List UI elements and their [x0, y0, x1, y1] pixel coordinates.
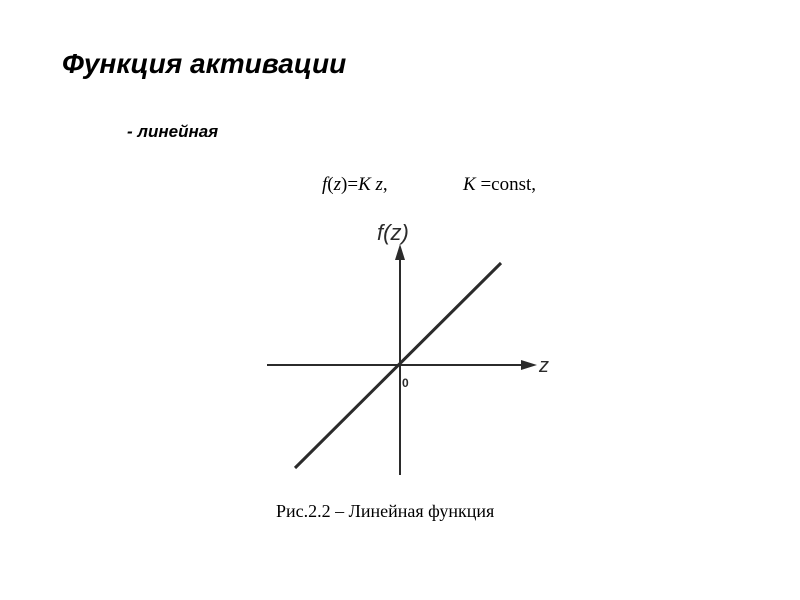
formula-const: K =const, — [463, 174, 537, 195]
x-axis-arrowhead — [521, 360, 537, 370]
y-axis-arrowhead — [395, 244, 405, 260]
y-axis-label: f(z) — [377, 220, 409, 245]
figure-caption: Рис.2.2 – Линейная функция — [276, 501, 495, 521]
slide-title: Функция активации — [62, 48, 347, 79]
origin-label: 0 — [402, 376, 409, 390]
x-axis-label: z — [539, 355, 549, 377]
formula-main: f(z)=K z, — [322, 174, 388, 195]
slide-subtitle: - линейная — [127, 122, 219, 141]
